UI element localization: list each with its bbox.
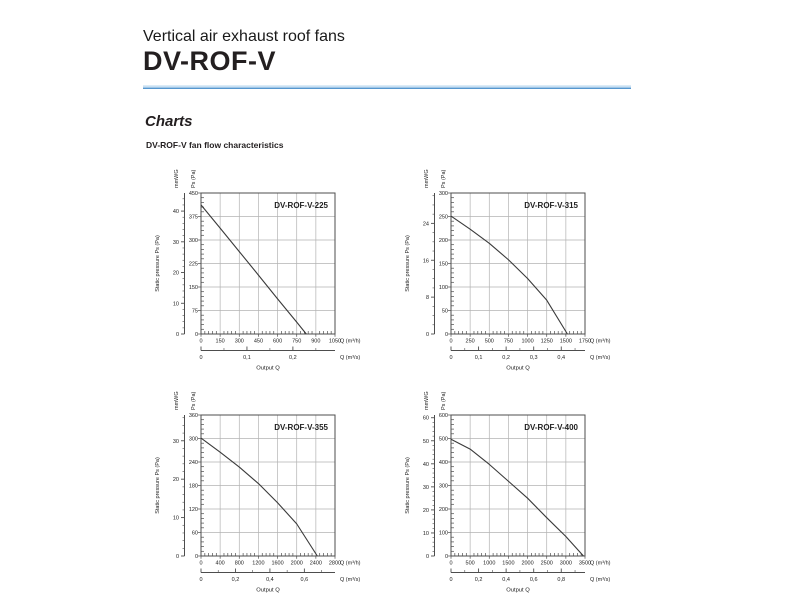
svg-text:75: 75 (191, 308, 198, 315)
svg-text:30: 30 (172, 239, 179, 246)
svg-text:375: 375 (188, 214, 198, 221)
svg-text:450: 450 (253, 338, 264, 345)
svg-text:0: 0 (425, 554, 429, 560)
svg-text:10: 10 (172, 301, 179, 308)
svg-text:60: 60 (422, 415, 429, 422)
svg-text:1750: 1750 (578, 338, 592, 345)
svg-text:0: 0 (199, 560, 203, 567)
svg-text:8: 8 (425, 295, 429, 302)
svg-text:225: 225 (188, 261, 198, 268)
grid (451, 193, 585, 334)
svg-text:2400: 2400 (309, 560, 322, 567)
svg-text:500: 500 (438, 436, 448, 443)
y-axis-title: Static pressure Ps (Pa) (155, 235, 161, 292)
svg-text:16: 16 (422, 258, 429, 265)
svg-text:600: 600 (438, 413, 448, 419)
x-axis-unit-secondary: Q (m³/s) (590, 355, 611, 361)
svg-text:2500: 2500 (540, 560, 553, 567)
x-axis-unit-primary: Q (m³/h) (590, 338, 611, 345)
output-q-label: Output Q (256, 587, 280, 594)
svg-text:0,2: 0,2 (289, 355, 297, 361)
svg-text:750: 750 (292, 338, 302, 345)
fan-curve-chart (149, 380, 389, 600)
svg-text:100: 100 (438, 285, 448, 291)
svg-text:50: 50 (441, 308, 448, 315)
svg-text:900: 900 (311, 338, 321, 345)
ticks (198, 193, 335, 337)
y-unit-mmwg: mmWG (174, 391, 180, 410)
fan-curve-chart (399, 380, 639, 600)
svg-text:50: 50 (422, 438, 429, 445)
y-unit-pa: Ps (Pa) (191, 169, 197, 188)
svg-text:0,1: 0,1 (474, 355, 483, 361)
svg-text:2000: 2000 (521, 560, 534, 567)
svg-text:3000: 3000 (559, 560, 572, 567)
svg-text:1600: 1600 (271, 560, 284, 567)
model-label: DV-ROF-V-315 (524, 201, 578, 210)
x-axis-unit-primary: Q (m³/h) (340, 338, 361, 345)
page-supertitle: Vertical air exhaust roof fans (143, 28, 345, 45)
y-axis-title: Static pressure Ps (Pa) (405, 457, 411, 514)
svg-text:20: 20 (172, 477, 179, 484)
y-unit-pa: Ps (Pa) (441, 391, 447, 410)
svg-text:100: 100 (438, 530, 448, 537)
svg-text:500: 500 (484, 338, 494, 345)
svg-text:0: 0 (449, 338, 453, 345)
y-axis-title: Static pressure Ps (Pa) (155, 457, 161, 514)
y-unit-pa: Ps (Pa) (441, 169, 447, 188)
model-label: DV-ROF-V-225 (274, 201, 328, 210)
output-q-label: Output Q (256, 365, 280, 372)
svg-text:0,3: 0,3 (529, 355, 538, 361)
section-subheading: DV-ROF-V fan flow characteristics (146, 140, 284, 150)
svg-text:800: 800 (234, 560, 244, 567)
svg-text:0: 0 (449, 577, 453, 583)
svg-text:0: 0 (425, 332, 429, 338)
svg-text:0: 0 (199, 577, 203, 583)
svg-text:0: 0 (194, 332, 198, 338)
svg-text:1250: 1250 (540, 338, 553, 345)
svg-text:2800: 2800 (328, 560, 342, 567)
svg-text:400: 400 (438, 460, 448, 466)
chart-dv-rof-v-315 (399, 158, 639, 382)
svg-text:0: 0 (175, 554, 179, 560)
svg-text:250: 250 (438, 214, 448, 221)
fan-curve (451, 439, 583, 556)
grid (201, 415, 335, 556)
svg-text:40: 40 (172, 209, 179, 216)
svg-text:1200: 1200 (252, 560, 265, 567)
svg-text:1000: 1000 (521, 338, 534, 345)
svg-text:24: 24 (422, 221, 429, 228)
svg-text:1050: 1050 (328, 338, 342, 345)
svg-text:0,4: 0,4 (502, 577, 510, 583)
svg-text:40: 40 (422, 461, 429, 468)
svg-text:20: 20 (172, 270, 179, 277)
output-q-label: Output Q (506, 365, 530, 372)
svg-text:400: 400 (215, 560, 225, 567)
svg-text:0: 0 (444, 554, 448, 560)
page-title: DV-ROF-V (143, 46, 277, 76)
y-unit-mmwg: mmWG (174, 169, 180, 188)
y-axis-title: Static pressure Ps (Pa) (405, 235, 411, 292)
svg-text:0: 0 (444, 332, 448, 338)
svg-text:150: 150 (188, 285, 198, 291)
chart-dv-rof-v-355 (149, 380, 389, 600)
svg-text:0,2: 0,2 (502, 355, 510, 361)
output-q-label: Output Q (506, 587, 530, 594)
svg-text:250: 250 (465, 338, 475, 345)
svg-text:1500: 1500 (502, 560, 515, 567)
svg-text:0,8: 0,8 (557, 577, 566, 583)
svg-text:180: 180 (188, 483, 198, 490)
svg-text:3500: 3500 (578, 560, 592, 567)
section-heading: Charts (145, 113, 193, 130)
svg-text:0,6: 0,6 (300, 577, 309, 583)
ticks (448, 193, 585, 337)
y-unit-mmwg: mmWG (424, 391, 430, 410)
svg-text:300: 300 (438, 191, 448, 197)
svg-text:0,2: 0,2 (474, 577, 483, 583)
svg-text:0,6: 0,6 (529, 577, 538, 583)
svg-text:120: 120 (188, 507, 198, 513)
svg-text:30: 30 (422, 484, 429, 491)
model-label: DV-ROF-V-355 (274, 423, 328, 432)
chart-dv-rof-v-225 (149, 158, 389, 382)
section-divider (143, 85, 631, 89)
svg-text:2000: 2000 (290, 560, 303, 567)
y-unit-mmwg: mmWG (424, 169, 430, 188)
x-axis-unit-secondary: Q (m³/s) (590, 577, 611, 583)
svg-text:200: 200 (438, 238, 448, 244)
x-axis-unit-primary: Q (m³/h) (590, 560, 611, 567)
grid (201, 193, 335, 334)
svg-text:300: 300 (188, 238, 198, 244)
ticks (198, 415, 335, 559)
svg-text:600: 600 (272, 338, 283, 345)
svg-text:0,4: 0,4 (557, 355, 566, 361)
x-axis-unit-secondary: Q (m³/s) (340, 577, 361, 583)
svg-text:300: 300 (438, 483, 448, 490)
svg-text:10: 10 (422, 530, 429, 537)
fan-curve (201, 205, 306, 334)
svg-text:10: 10 (172, 515, 179, 522)
x-axis-unit-primary: Q (m³/h) (340, 560, 361, 567)
svg-text:0: 0 (199, 355, 203, 361)
svg-text:60: 60 (191, 530, 198, 537)
fan-curve (201, 438, 317, 556)
svg-text:0,2: 0,2 (231, 577, 240, 583)
svg-text:150: 150 (438, 261, 448, 268)
svg-text:20: 20 (422, 507, 429, 514)
svg-text:0: 0 (175, 332, 179, 338)
fan-curve-chart (149, 158, 389, 382)
svg-text:300: 300 (234, 338, 244, 345)
svg-text:1500: 1500 (559, 338, 572, 345)
y-unit-pa: Ps (Pa) (191, 391, 197, 410)
svg-text:30: 30 (172, 438, 179, 445)
svg-text:1000: 1000 (483, 560, 496, 567)
svg-text:150: 150 (215, 338, 225, 345)
fan-curve-chart (399, 158, 639, 382)
svg-text:0: 0 (449, 355, 453, 361)
chart-dv-rof-v-400 (399, 380, 639, 600)
svg-text:0,4: 0,4 (266, 577, 274, 583)
svg-text:360: 360 (188, 413, 198, 419)
fan-curve (451, 216, 567, 334)
svg-text:750: 750 (503, 338, 514, 345)
svg-text:0,1: 0,1 (243, 355, 251, 361)
svg-text:450: 450 (188, 191, 198, 197)
svg-text:300: 300 (188, 436, 198, 443)
x-axis-unit-secondary: Q (m³/s) (340, 355, 361, 361)
svg-text:200: 200 (438, 507, 448, 513)
svg-text:0: 0 (199, 338, 203, 345)
model-label: DV-ROF-V-400 (524, 423, 578, 432)
svg-text:240: 240 (188, 460, 198, 466)
ticks (448, 415, 585, 559)
svg-text:500: 500 (465, 560, 475, 567)
svg-text:0: 0 (449, 560, 453, 567)
svg-text:0: 0 (194, 554, 198, 560)
